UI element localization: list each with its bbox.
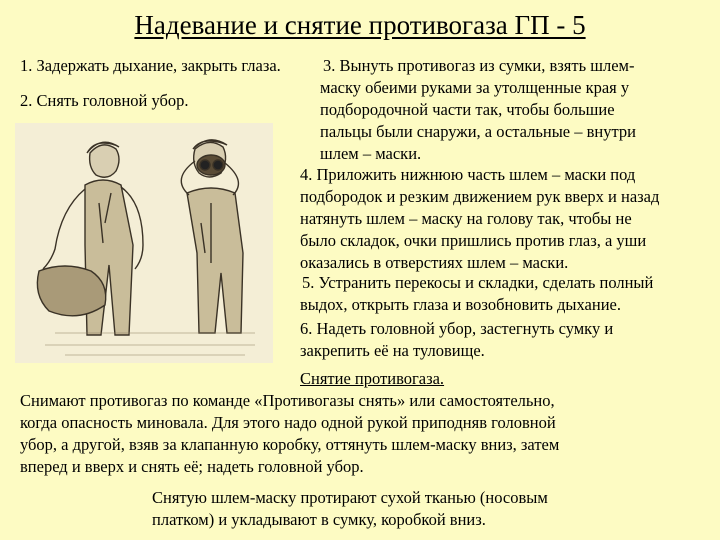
step-2: 2. Снять головной убор. [20,91,189,110]
step-4-line-2: подбородок и резким движением рук вверх и назад [300,187,660,206]
removal-text-line-1: Снимают противогаз по команде «Противогазы снять» или самостоятельно, [20,391,555,410]
removal-section-title: Снятие противогаза. [300,369,445,388]
note-line-1: Снятую шлем-маску протирают сухой тканью (носовым [152,488,548,507]
step-4-line-4: было складок, очки пришлись против глаз, а уши [300,231,647,250]
step-4-line-1: 4. Приложить нижнюю часть шлем – маски под [300,165,636,184]
step-1: 1. Задержать дыхание, закрыть глаза. [20,56,281,75]
slide-title: Надевание и снятие противогаза ГП - 5 [134,10,586,40]
step-6-line-2: закрепить её на туловище. [300,341,485,360]
step-5-line-1: 5. Устранить перекосы и складки, сделать полный [302,273,654,292]
step-3-line-4: пальцы были снаружи, а остальные – внутри [320,122,636,141]
step-3-line-2: маску обеими руками за утолщенные края у [320,78,630,97]
step-4-line-3: натянуть шлем – маску на голову так, чтобы не [300,209,632,228]
step-5-line-2: выдох, открыть глаза и возобновить дыхание. [300,295,621,314]
removal-text-line-4: вперед и вверх и снять её; надеть головной убор. [20,457,364,476]
step-3-line-5: шлем – маски. [320,144,422,163]
step-6-line-1: 6. Надеть головной убор, застегнуть сумку и [300,319,614,338]
removal-text-line-3: убор, а другой, взяв за клапанную коробку, оттянуть шлем-маску вниз, затем [20,435,560,454]
note-line-2: платком) и укладывают в сумку, коробкой вниз. [152,510,486,529]
removal-text-line-2: когда опасность миновала. Для этого надо одной рукой приподняв головной [20,413,556,432]
step-3-line-1: 3. Вынуть противогаз из сумки, взять шлем- [323,56,635,75]
step-3-line-3: подбородочной части так, чтобы большие [320,100,615,119]
gas-mask-illustration [15,123,273,363]
step-4-line-5: оказались в отверстиях шлем – маски. [300,253,569,272]
illustration-drawing [15,123,273,363]
